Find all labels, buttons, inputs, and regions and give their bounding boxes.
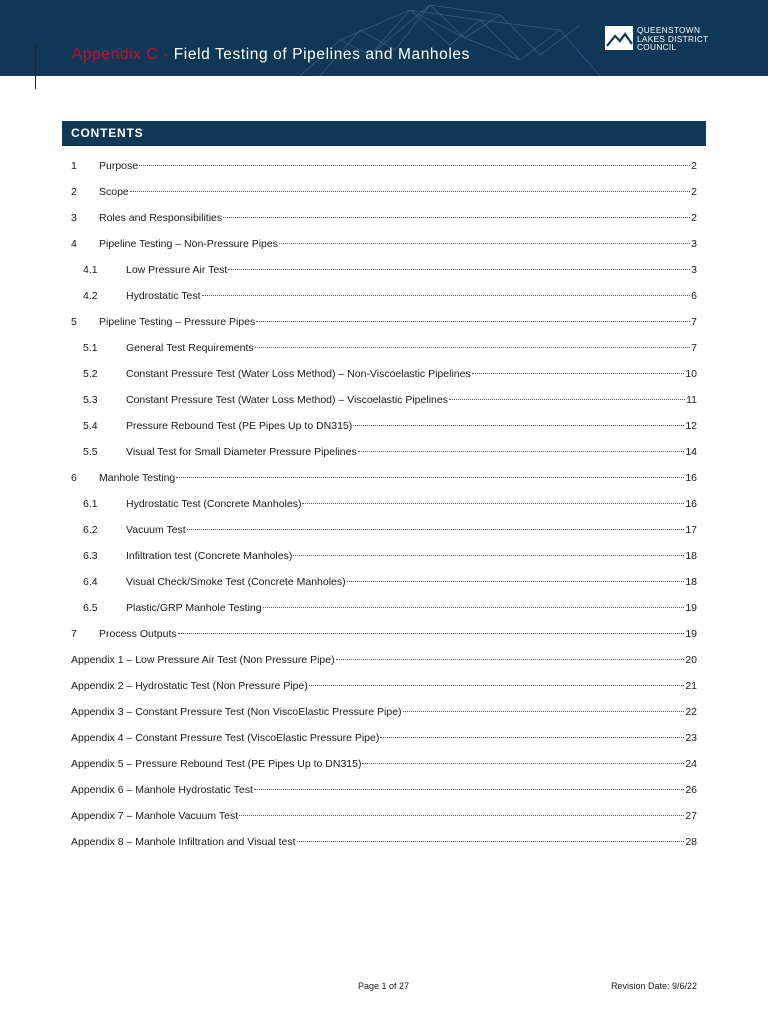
toc-entry-title: Scope xyxy=(99,186,129,198)
toc-entry-title: Pressure Rebound Test (PE Pipes Up to DN315) xyxy=(126,420,353,432)
footer-revision-date: Revision Date: 9/6/22 xyxy=(610,981,697,991)
toc-entry[interactable] xyxy=(71,420,697,446)
toc-entry-page: 7 xyxy=(691,316,697,328)
toc-entry-title: Roles and Responsibilities xyxy=(99,212,223,224)
toc-entry-title: Appendix 4 – Constant Pressure Test (ViscoElastic Pressure Pipe) xyxy=(71,732,380,744)
toc-entry-page: 27 xyxy=(685,810,697,822)
toc-entry[interactable] xyxy=(71,576,697,602)
toc-entry[interactable] xyxy=(71,316,697,342)
margin-line xyxy=(35,44,36,89)
toc-dot-leader xyxy=(472,373,685,374)
toc-dot-leader xyxy=(130,191,690,192)
toc-entry[interactable] xyxy=(71,810,697,836)
logo-line: LAKES DISTRICT xyxy=(637,33,709,44)
toc-dot-leader xyxy=(255,347,691,348)
title-text: Field Testing of Pipelines and Manholes xyxy=(173,46,470,63)
toc-entry-page: 14 xyxy=(685,446,697,458)
logo-line: COUNCIL xyxy=(637,42,677,53)
toc-entry-number: 5.4 xyxy=(83,420,98,432)
toc-entry[interactable] xyxy=(71,498,697,524)
toc-dot-leader xyxy=(297,841,685,842)
table-of-contents xyxy=(71,160,697,862)
toc-entry-page: 3 xyxy=(691,264,697,276)
toc-entry[interactable] xyxy=(71,628,697,654)
toc-entry[interactable] xyxy=(71,836,697,862)
toc-dot-leader xyxy=(202,295,691,296)
logo-line: QUEENSTOWN xyxy=(637,25,701,35)
toc-entry-page: 2 xyxy=(691,186,697,198)
header-banner xyxy=(0,0,768,76)
contents-heading: CONTENTS xyxy=(71,126,144,140)
toc-entry-page: 26 xyxy=(685,784,697,796)
toc-entry[interactable] xyxy=(71,160,697,186)
toc-dot-leader xyxy=(380,737,684,738)
toc-entry-title: Appendix 2 – Hydrostatic Test (Non Pressure Pipe) xyxy=(71,680,308,692)
toc-entry-page: 19 xyxy=(685,602,697,614)
toc-entry-page: 20 xyxy=(685,654,697,666)
toc-entry[interactable] xyxy=(71,472,697,498)
toc-entry[interactable] xyxy=(71,212,697,238)
toc-dot-leader xyxy=(228,269,690,270)
toc-entry-title: Appendix 7 – Manhole Vacuum Test xyxy=(71,810,239,822)
mountain-line-art xyxy=(300,0,600,76)
logo-mountain-icon xyxy=(605,26,633,50)
toc-dot-leader xyxy=(139,165,690,166)
toc-entry-number: 6.4 xyxy=(83,576,98,588)
toc-entry-title: Constant Pressure Test (Water Loss Method) – Non-Viscoelastic Pipelines xyxy=(126,368,471,380)
toc-dot-leader xyxy=(293,555,684,556)
toc-dot-leader xyxy=(353,425,684,426)
toc-dot-leader xyxy=(178,633,685,634)
toc-entry-page: 2 xyxy=(691,160,697,172)
toc-entry-title: Constant Pressure Test (Water Loss Method) – Viscoelastic Pipelines xyxy=(126,394,448,406)
toc-entry-number: 5 xyxy=(71,316,77,328)
toc-entry-page: 16 xyxy=(685,498,697,510)
toc-entry-title: Manhole Testing xyxy=(99,472,176,484)
toc-entry[interactable] xyxy=(71,186,697,212)
toc-entry-title: Visual Check/Smoke Test (Concrete Manholes) xyxy=(126,576,346,588)
footer-page-number: Page 1 of 27 xyxy=(358,981,410,991)
toc-entry[interactable] xyxy=(71,238,697,264)
toc-entry-number: 6.5 xyxy=(83,602,98,614)
toc-entry-title: Hydrostatic Test (Concrete Manholes) xyxy=(126,498,302,510)
toc-entry-number: 6.3 xyxy=(83,550,98,562)
toc-entry-page: 21 xyxy=(685,680,697,692)
toc-dot-leader xyxy=(176,477,684,478)
toc-entry-title: Appendix 8 – Manhole Infiltration and Visual test xyxy=(71,836,296,848)
toc-entry-page: 18 xyxy=(685,550,697,562)
toc-entry-title: Low Pressure Air Test xyxy=(126,264,228,276)
toc-entry-number: 5.5 xyxy=(83,446,98,458)
toc-entry-title: Appendix 6 – Manhole Hydrostatic Test xyxy=(71,784,253,796)
toc-dot-leader xyxy=(254,789,684,790)
toc-entry[interactable] xyxy=(71,290,697,316)
toc-entry-number: 2 xyxy=(71,186,77,198)
toc-entry-page: 12 xyxy=(685,420,697,432)
toc-entry-page: 17 xyxy=(685,524,697,536)
toc-entry-number: 6.2 xyxy=(83,524,98,536)
toc-entry[interactable] xyxy=(71,706,697,732)
toc-entry-page: 11 xyxy=(686,394,697,406)
toc-entry-page: 3 xyxy=(691,238,697,250)
toc-entry-number: 5.3 xyxy=(83,394,98,406)
toc-dot-leader xyxy=(347,581,685,582)
toc-entry-title: Appendix 3 – Constant Pressure Test (Non ViscoElastic Pressure Pipe) xyxy=(71,706,402,718)
toc-entry-page: 7 xyxy=(691,342,697,354)
toc-dot-leader xyxy=(302,503,684,504)
toc-entry[interactable] xyxy=(71,680,697,706)
title-prefix: Appendix C - xyxy=(72,46,174,63)
toc-entry-number: 7 xyxy=(71,628,77,640)
toc-entry[interactable] xyxy=(71,654,697,680)
toc-entry-page: 2 xyxy=(691,212,697,224)
toc-entry-title: Pipeline Testing – Pressure Pipes xyxy=(99,316,256,328)
toc-dot-leader xyxy=(223,217,690,218)
toc-entry[interactable] xyxy=(71,602,697,628)
toc-entry-page: 6 xyxy=(691,290,697,302)
toc-entry-number: 6 xyxy=(71,472,77,484)
toc-entry-page: 22 xyxy=(685,706,697,718)
toc-entry-page: 24 xyxy=(685,758,697,770)
toc-entry[interactable] xyxy=(71,758,697,784)
toc-entry-number: 3 xyxy=(71,212,77,224)
toc-entry-title: Vacuum Test xyxy=(126,524,186,536)
toc-entry[interactable] xyxy=(71,732,697,758)
toc-entry-title: Infiltration test (Concrete Manholes) xyxy=(126,550,293,562)
toc-dot-leader xyxy=(279,243,690,244)
toc-entry-title: Pipeline Testing – Non-Pressure Pipes xyxy=(99,238,278,250)
toc-entry-number: 4.1 xyxy=(83,264,98,276)
toc-entry-title: Purpose xyxy=(99,160,139,172)
toc-entry-page: 23 xyxy=(685,732,697,744)
toc-entry-page: 19 xyxy=(685,628,697,640)
toc-dot-leader xyxy=(309,685,685,686)
contents-heading-bar xyxy=(62,121,706,146)
toc-entry-title: Process Outputs xyxy=(99,628,177,640)
toc-entry-page: 10 xyxy=(685,368,697,380)
toc-entry[interactable] xyxy=(71,446,697,472)
toc-dot-leader xyxy=(263,607,685,608)
toc-dot-leader xyxy=(256,321,690,322)
toc-dot-leader xyxy=(449,399,685,400)
toc-entry-title: Plastic/GRP Manhole Testing xyxy=(126,602,262,614)
toc-entry-number: 4 xyxy=(71,238,77,250)
toc-entry[interactable] xyxy=(71,342,697,368)
toc-dot-leader xyxy=(362,763,684,764)
toc-entry-title: General Test Requirements xyxy=(126,342,254,354)
toc-entry-number: 5.1 xyxy=(83,342,98,354)
toc-entry-number: 1 xyxy=(71,160,77,172)
toc-entry[interactable] xyxy=(71,550,697,576)
toc-entry-title: Appendix 1 – Low Pressure Air Test (Non Pressure Pipe) xyxy=(71,654,335,666)
toc-dot-leader xyxy=(336,659,685,660)
toc-entry[interactable] xyxy=(71,784,697,810)
toc-entry-title: Visual Test for Small Diameter Pressure Pipelines xyxy=(126,446,357,458)
council-logo xyxy=(605,26,723,52)
toc-entry-page: 28 xyxy=(685,836,697,848)
toc-dot-leader xyxy=(403,711,685,712)
toc-entry-number: 5.2 xyxy=(83,368,98,380)
toc-dot-leader xyxy=(239,815,684,816)
toc-entry[interactable] xyxy=(71,264,697,290)
toc-entry[interactable] xyxy=(71,524,697,550)
document-title xyxy=(72,46,470,64)
toc-dot-leader xyxy=(187,529,685,530)
toc-entry[interactable] xyxy=(71,394,697,420)
toc-entry-number: 6.1 xyxy=(83,498,98,510)
toc-entry-page: 18 xyxy=(685,576,697,588)
toc-entry-page: 16 xyxy=(685,472,697,484)
toc-dot-leader xyxy=(358,451,685,452)
logo-text xyxy=(637,26,709,52)
toc-entry-title: Appendix 5 – Pressure Rebound Test (PE Pipes Up to DN315) xyxy=(71,758,362,770)
toc-entry-number: 4.2 xyxy=(83,290,98,302)
toc-entry-title: Hydrostatic Test xyxy=(126,290,201,302)
toc-entry[interactable] xyxy=(71,368,697,394)
